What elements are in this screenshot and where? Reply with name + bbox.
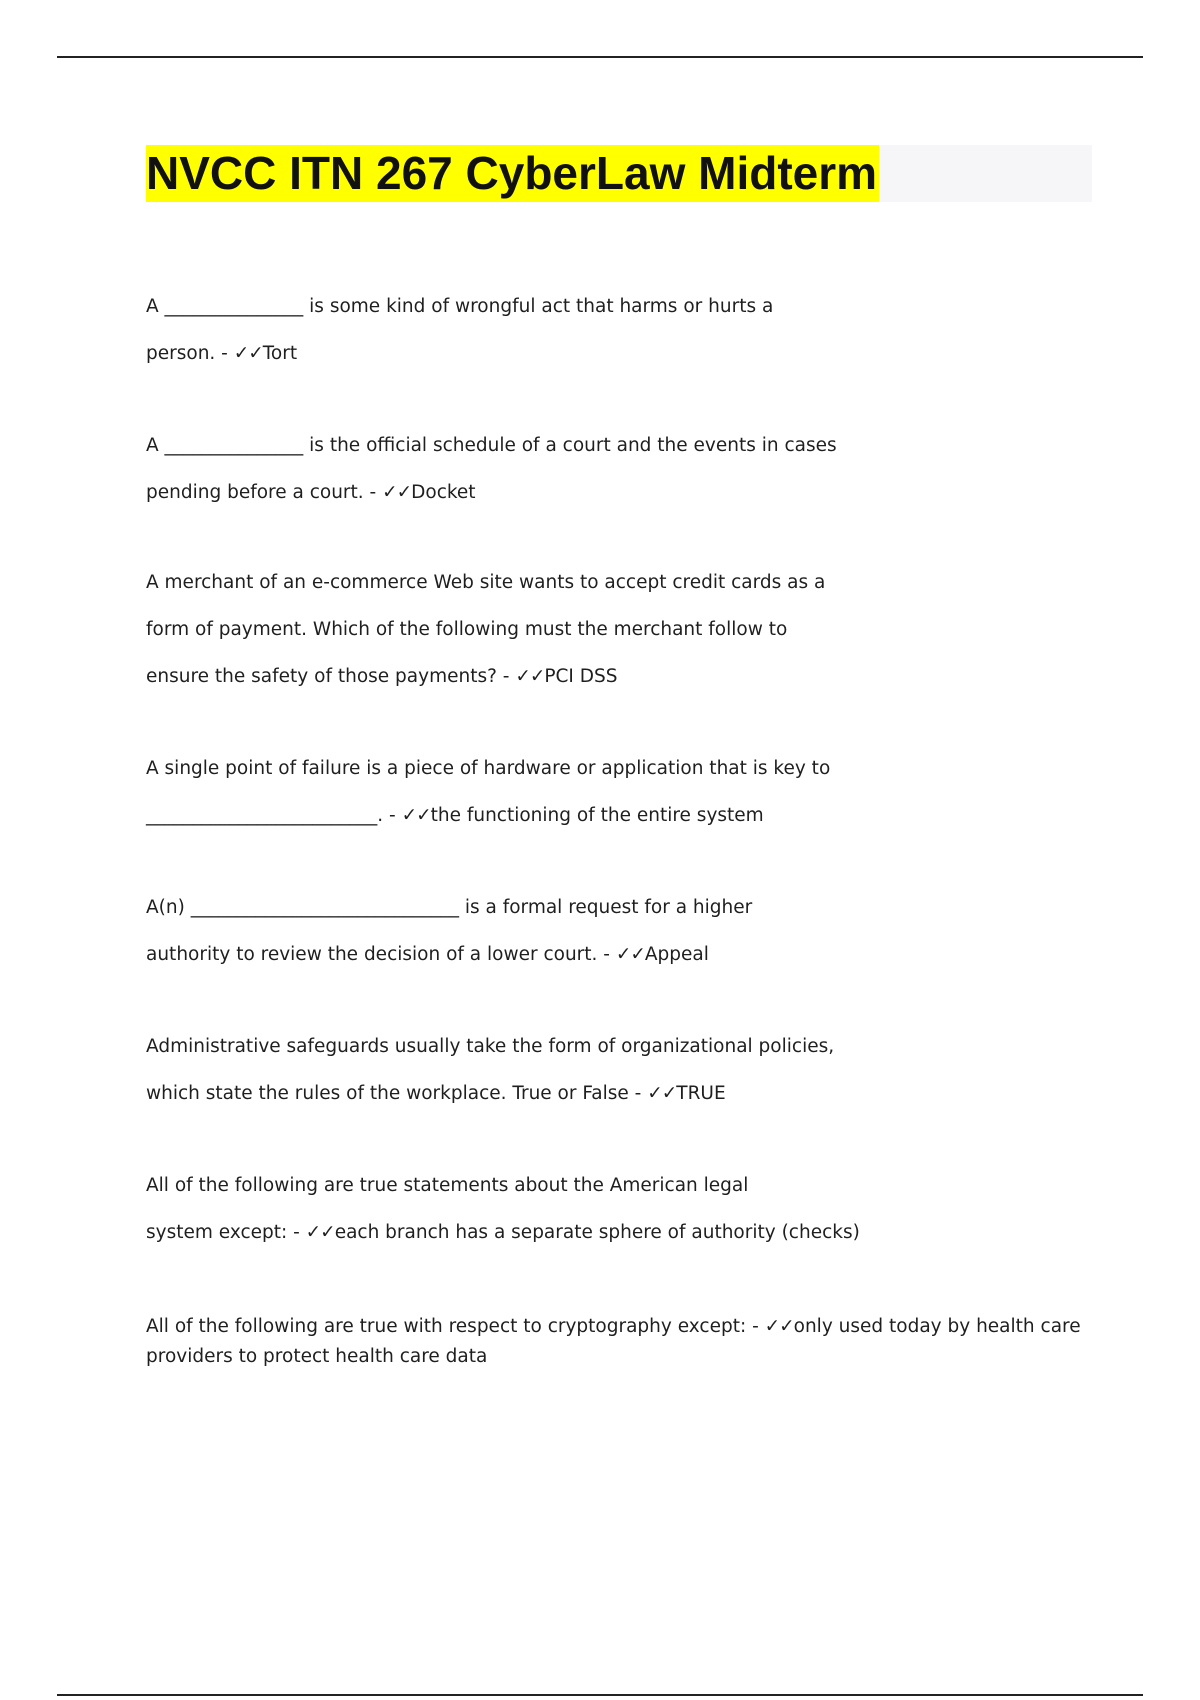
question-line: A merchant of an e-commerce Web site wants to accept credit cards as a — [146, 572, 826, 593]
question-line: ensure the safety of those payments? - ✓✓PCI DSS — [146, 666, 618, 687]
question-line: person. - ✓✓Tort — [146, 343, 298, 364]
double-check-icon: ✓✓ — [233, 343, 263, 364]
question-item-tort — [146, 283, 1066, 377]
question-item-pci-dss — [146, 559, 1066, 700]
question-line: Administrative safeguards usually take the form of organizational policies, — [146, 1036, 835, 1057]
question-item-appeal — [146, 884, 1066, 978]
answer-continuation-line: providers to protect health care data — [146, 1346, 488, 1367]
answer-text: TRUE — [676, 1083, 726, 1104]
answer-text: only used today by health care — [793, 1316, 1081, 1337]
question-item-docket — [146, 422, 1066, 516]
question-line: A(n) _____________________________ is a formal request for a higher — [146, 897, 753, 918]
answer-text: Tort — [262, 343, 298, 364]
question-line: pending before a court. - ✓✓Docket — [146, 482, 476, 503]
answer-text: PCI DSS — [544, 666, 618, 687]
page-title: NVCC ITN 267 CyberLaw Midterm — [146, 145, 879, 202]
answer-text: the functioning of the entire system — [430, 805, 764, 826]
question-line: A single point of failure is a piece of hardware or application that is key to — [146, 758, 831, 779]
double-check-icon: ✓✓ — [647, 1083, 677, 1104]
question-item-cryptography — [146, 1312, 1081, 1372]
question-line: form of payment. Which of the following must the merchant follow to — [146, 619, 788, 640]
question-item-administrative-safeguards — [146, 1023, 1066, 1117]
question-line: system except: - ✓✓each branch has a separate sphere of authority (checks) — [146, 1222, 860, 1243]
question-line: authority to review the decision of a lower court. - ✓✓Appeal — [146, 944, 709, 965]
question-line: All of the following are true statements about the American legal — [146, 1175, 749, 1196]
double-check-icon: ✓✓ — [764, 1316, 794, 1337]
answer-text: Docket — [411, 482, 476, 503]
double-check-icon: ✓✓ — [305, 1222, 335, 1243]
double-check-icon: ✓✓ — [615, 944, 645, 965]
double-check-icon: ✓✓ — [401, 805, 431, 826]
question-item-american-legal-system — [146, 1162, 1066, 1256]
question-line: A _______________ is the official schedule of a court and the events in cases — [146, 435, 837, 456]
answer-text: Appeal — [644, 944, 709, 965]
double-check-icon: ✓✓ — [515, 666, 545, 687]
question-line: _________________________. - ✓✓the functioning of the entire system — [146, 805, 764, 826]
question-line: A _______________ is some kind of wrongful act that harms or hurts a — [146, 296, 774, 317]
top-divider — [57, 56, 1143, 58]
answer-text: each branch has a separate sphere of authority (checks) — [334, 1222, 860, 1243]
question-line: All of the following are true with respect to cryptography except: - ✓✓only used today by health care — [146, 1316, 1081, 1337]
double-check-icon: ✓✓ — [382, 482, 412, 503]
question-line: which state the rules of the workplace. True or False - ✓✓TRUE — [146, 1083, 726, 1104]
question-item-single-point-of-failure — [146, 745, 1066, 839]
bottom-divider — [57, 1694, 1143, 1696]
